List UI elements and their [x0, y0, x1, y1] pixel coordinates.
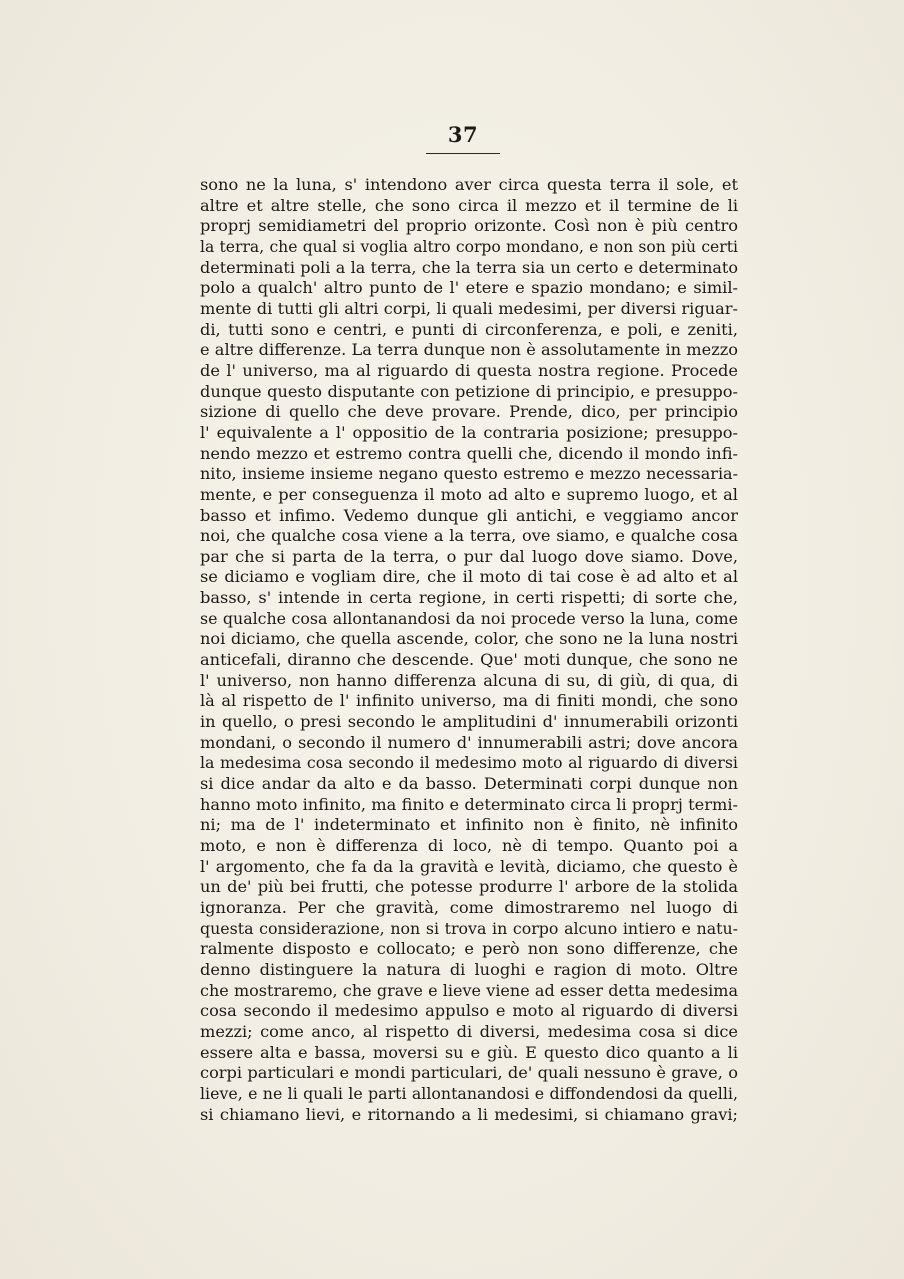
text-line: mente di tutti gli altri corpi, li quali medesimi, per diversi riguar- [200, 298, 738, 318]
text-line: polo a qualch' altro punto de l' etere e spazio mondano; e simil- [200, 278, 738, 298]
text-line: l' argomento, che fa da la gravità e levità, diciamo, che questo è [200, 856, 738, 876]
text-line: nendo mezzo et estremo contra quelli che, dicendo il mondo infi- [200, 443, 738, 463]
text-line: che mostraremo, che grave e lieve viene ad esser detta medesima [200, 980, 738, 1000]
page-number: 37 [447, 122, 479, 147]
text-line: denno distinguere la natura di luoghi e ragion di moto. Oltre [200, 959, 738, 979]
text-line: ralmente disposto e collocato; e però non sono differenze, che [200, 939, 738, 959]
text-line: l' universo, non hanno differenza alcuna di su, di giù, di qua, di [200, 670, 738, 690]
text-line: e altre differenze. La terra dunque non è assolutamente in mezzo [200, 340, 738, 360]
text-line: là al rispetto de l' infinito universo, ma di finiti mondi, che sono [200, 691, 738, 711]
text-line: si dice andar da alto e da basso. Determinati corpi dunque non [200, 774, 738, 794]
text-line: basso, s' intende in certa regione, in certi rispetti; di sorte che, [200, 588, 738, 608]
text-line: cosa secondo il medesimo appulso e moto al riguardo di diversi [200, 1001, 738, 1021]
text-line: se qualche cosa allontanandosi da noi procede verso la luna, come [200, 608, 738, 628]
text-line: basso et infimo. Vedemo dunque gli antichi, e veggiamo ancor [200, 505, 738, 525]
text-line: di, tutti sono e centri, e punti di circonferenza, e poli, e zeniti, [200, 319, 738, 339]
text-line: un de' più bei frutti, che potesse produrre l' arbore de la stolida [200, 877, 738, 897]
text-line: se diciamo e vogliam dire, che il moto di tai cose è ad alto et al [200, 567, 738, 587]
text-line: determinati poli a la terra, che la terra sia un certo e determinato [200, 257, 738, 277]
text-line: ignoranza. Per che gravità, come dimostraremo nel luogo di [200, 897, 738, 917]
text-line: essere alta e bassa, moversi su e giù. E questo dico quanto a li [200, 1042, 738, 1062]
text-line: corpi particulari e mondi particulari, de' quali nessuno è grave, o [200, 1063, 738, 1083]
text-line: moto, e non è differenza di loco, nè di tempo. Quanto poi a [200, 836, 738, 855]
text-line: mente, e per conseguenza il moto ad alto e supremo luogo, et al [200, 484, 738, 504]
text-line: mondani, o secondo il numero d' innumerabili astri; dove ancora [200, 732, 738, 752]
header-rule [426, 153, 500, 154]
text-line: la terra, che qual si voglia altro corpo mondano, e non son più certi [200, 237, 738, 256]
text-line: sono ne la luna, s' intendono aver circa questa terra il sole, et [200, 175, 738, 194]
text-line: lieve, e ne li quali le parti allontanandosi e diffondendosi da quelli, [200, 1083, 738, 1103]
text-line: anticefali, diranno che descende. Que' moti dunque, che sono ne [200, 650, 738, 670]
text-line: proprj semidiametri del proprio orizonte. Così non è più centro [200, 216, 738, 236]
text-line: par che si parta de la terra, o pur dal luogo dove siamo. Dove, [200, 546, 738, 566]
text-line: noi, che qualche cosa viene a la terra, ove siamo, e qualche cosa [200, 526, 738, 546]
text-line: mezzi; come anco, al rispetto di diversi, medesima cosa si dice [200, 1021, 738, 1041]
text-line: si chiamano lievi, e ritornando a li medesimi, si chiamano gravi; [200, 1104, 738, 1124]
text-line: hanno moto infinito, ma finito e determinato circa li proprj termi- [200, 794, 738, 814]
text-line: sizione di quello che deve provare. Prende, dico, per principio [200, 402, 738, 422]
text-line: noi diciamo, che quella ascende, color, che sono ne la luna nostri [200, 629, 738, 649]
text-line: l' equivalente a l' oppositio de la contraria posizione; presuppo- [200, 422, 738, 442]
text-line: ni; ma de l' indeterminato et infinito non è finito, nè infinito [200, 815, 738, 835]
text-line: dunque questo disputante con petizione di principio, e presuppo- [200, 381, 738, 401]
text-line: altre et altre stelle, che sono circa il mezzo et il termine de li [200, 195, 738, 215]
text-line: nito, insieme insieme negano questo estremo e mezzo necessaria- [200, 464, 738, 484]
text-line: de l' universo, ma al riguardo di questa nostra regione. Procede [200, 360, 738, 380]
body-text [200, 175, 738, 1125]
text-line: questa considerazione, non si trova in corpo alcuno intiero e natu- [200, 918, 738, 938]
text-line: la medesima cosa secondo il medesimo moto al riguardo di diversi [200, 753, 738, 773]
text-line: in quello, o presi secondo le amplitudini d' innumerabili orizonti [200, 712, 738, 732]
